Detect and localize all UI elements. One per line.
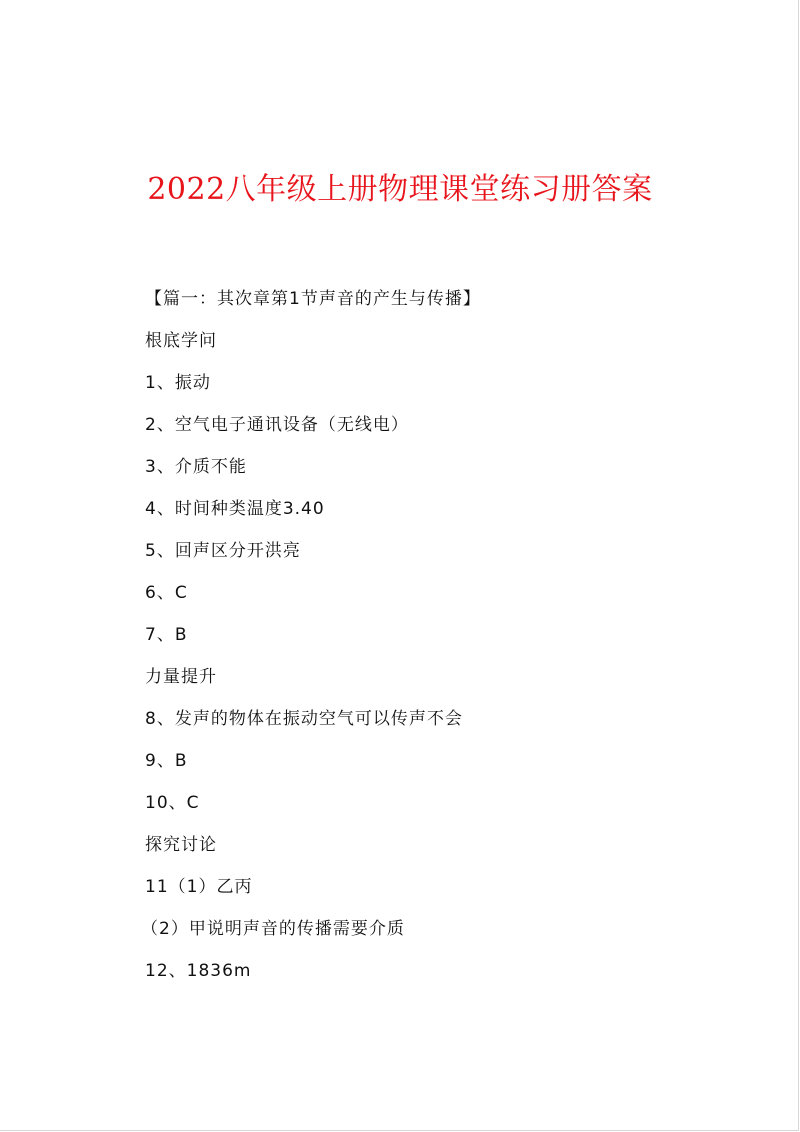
answer-line: 1、振动	[145, 373, 211, 393]
answer-line: 11（1）乙丙	[145, 877, 253, 897]
subsection-heading: 探究讨论	[145, 835, 217, 855]
answer-line: 12、1836m	[145, 961, 252, 981]
answer-line: 4、时间种类温度3.40	[145, 499, 325, 519]
answer-line: 10、C	[145, 793, 200, 813]
page-title: 2022八年级上册物理课堂练习册答案	[147, 172, 653, 207]
section-heading: 【篇一：其次章第1节声音的产生与传播】	[145, 289, 481, 309]
answer-line: 2、空气电子通讯设备（无线电）	[145, 415, 409, 435]
answer-line: 8、发声的物体在振动空气可以传声不会	[145, 709, 463, 729]
answer-list	[141, 284, 481, 998]
answer-line: 9、B	[145, 751, 188, 771]
answer-line: 5、回声区分开洪亮	[145, 541, 301, 561]
answer-line: 7、B	[145, 625, 188, 645]
answer-line: 3、介质不能	[145, 457, 247, 477]
answer-line: 6、C	[145, 583, 188, 603]
subsection-heading: 根底学问	[145, 331, 217, 351]
subsection-heading: 力量提升	[145, 667, 217, 687]
answer-line: （2）甲说明声音的传播需要介质	[141, 919, 405, 939]
